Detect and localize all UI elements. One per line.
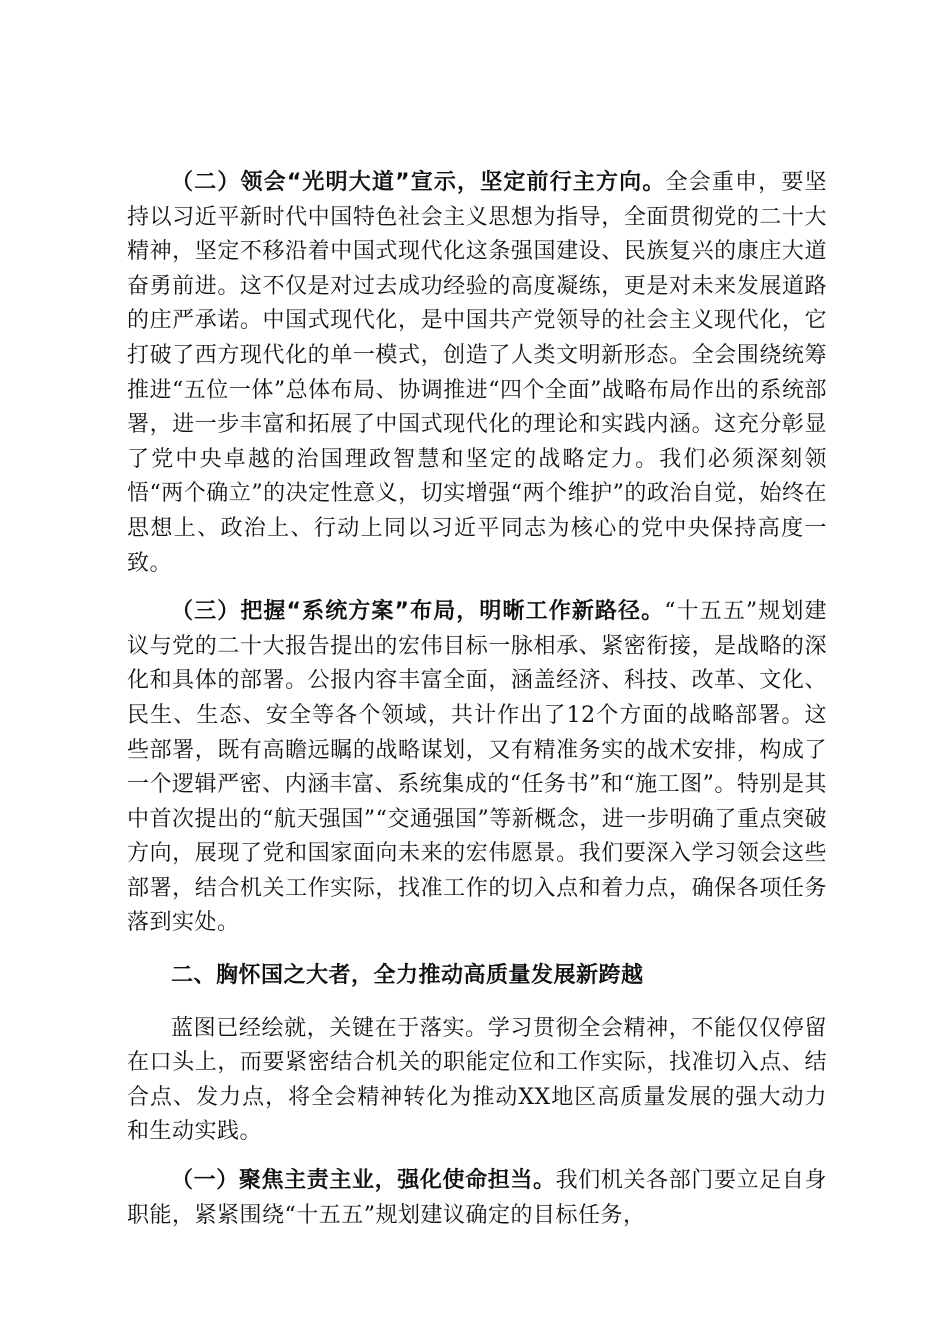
paragraph-3: 蓝图已经绘就，关键在于落实。学习贯彻全会精神，不能仅仅停留在口头上，而要紧密结合机关的职能定位和工作实际，找准切入点、结合点、发力点，将全会精神转化为推动XX地区高质量发展的强大动力和生动实践。 — [127, 1015, 827, 1145]
document-body — [127, 166, 827, 1233]
paragraph-2-body: “十五五”规划建议与党的二十大报告提出的宏伟目标一脉相承、紧密衔接，是战略的深化和具体的部署。公报内容丰富全面，涵盖经济、科技、改革、文化、民生、生态、安全等各个领域，共计作出了12个方面的战略部署。这些部署，既有高瞻远瞩的战略谋划，又有精准务实的战术安排，构成了一个逻辑严密、内涵丰富、系统集成的“任务书”和“施工图”。特别是其中首次提出的“航天强国”“交通强国”等新概念，进一步明确了重点突破方向，展现了党和国家面向未来的宏伟愿景。我们要深入学习领会这些部署，结合机关工作实际，找准工作的切入点和着力点，确保各项任务落到实处。 — [127, 599, 828, 936]
paragraph-2-lead: （三）把握“系统方案”布局，明晰工作新路径。 — [171, 599, 665, 625]
section-heading-2: 二、胸怀国之大者，全力推动高质量发展新跨越 — [171, 963, 644, 989]
paragraph-4-lead: （一）聚焦主责主业，强化使命担当。 — [171, 1168, 556, 1194]
paragraph-4 — [127, 1164, 827, 1233]
paragraph-2 — [127, 595, 827, 941]
paragraph-4-body: 我们机关各部门要立足自身职能，紧紧围绕“十五五”规划建议确定的目标任务， — [127, 1168, 827, 1228]
paragraph-1-lead: （二）领会“光明大道”宣示，坚定前行主方向。 — [171, 170, 666, 195]
paragraph-1-body: 全会重申，要坚持以习近平新时代中国特色社会主义思想为指导，全面贯彻党的二十大精神，坚定不移沿着中国式现代化这条强国建设、民族复兴的康庄大道奋勇前进。这不仅是对过去成功经验的高度凝练，更是对未来发展道路的庄严承诺。中国式现代化，是中国共产党领导的社会主义现代化，它打破了西方现代化的单一模式，创造了人类文明新形态。全会围绕统筹推进“五位一体”总体布局、协调推进“四个全面”战略布局作出的系统部署，进一步丰富和拓展了中国式现代化的理论和实践内涵。这充分彰显了党中央卓越的治国理政智慧和坚定的战略定力。我们必须深刻领悟“两个确立”的决定性意义，切实增强“两个维护”的政治自觉，始终在思想上、政治上、行动上同以习近平同志为核心的党中央保持高度一致。 — [127, 170, 827, 576]
paragraph-1 — [127, 166, 827, 581]
